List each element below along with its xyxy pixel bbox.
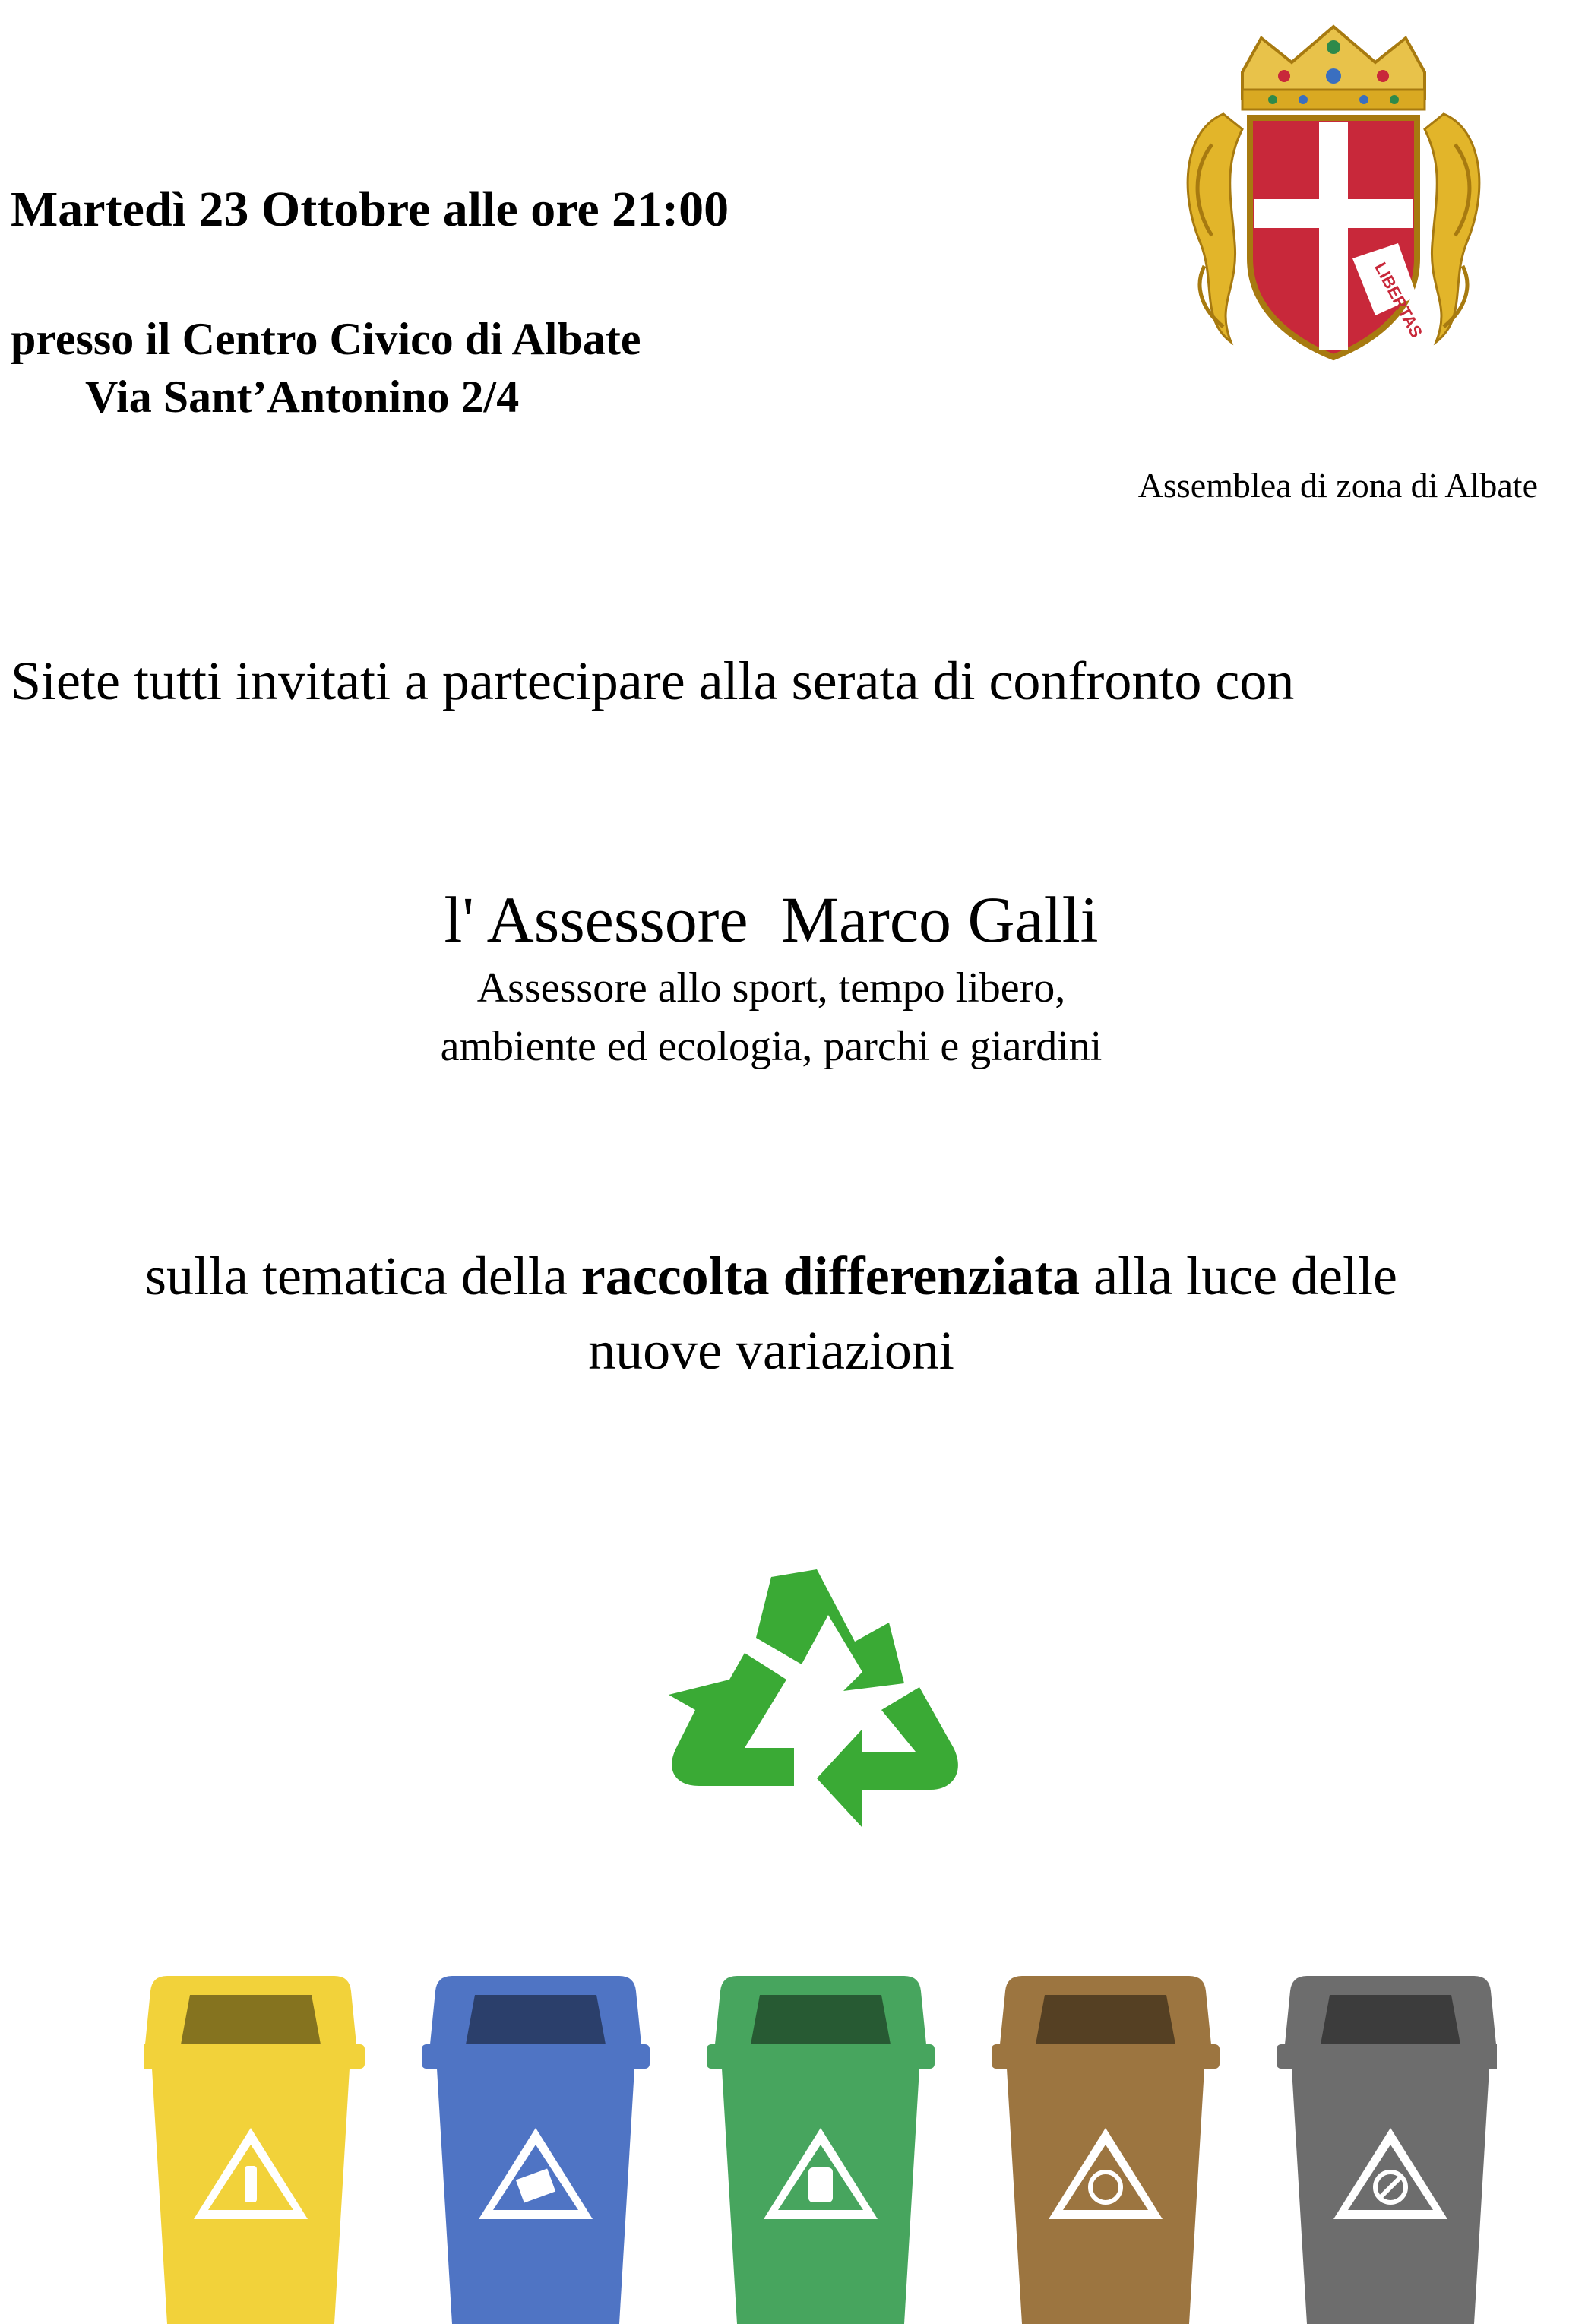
green-bin (707, 1976, 935, 2324)
topic-prefix: sulla tematica della (145, 1246, 581, 1306)
speaker-role-line1: Assessore allo sport, tempo libero, (476, 964, 1066, 1012)
recycling-bins (144, 1968, 1497, 2324)
yellow-bin (144, 1976, 365, 2324)
crest-motto: LIBERTAS (1371, 258, 1427, 341)
bottle-icon (245, 2166, 257, 2202)
speaker-role-line2: ambiente ed ecologia, parchi e giardini (440, 1023, 1103, 1070)
jar-icon (808, 2167, 833, 2202)
topic-highlight: raccolta differenziata (581, 1246, 1080, 1306)
venue-name: presso il Centro Civico di Albate (11, 314, 641, 364)
venue-address: Via Sant’Antonino 2/4 (85, 372, 520, 422)
speaker-name: l' Assessore Marco Galli (444, 883, 1099, 956)
event-date-time: Martedì 23 Ottobre alle ore 21:00 (11, 182, 729, 237)
gray-bin (1277, 1976, 1497, 2324)
topic-line2: nuove variazioni (588, 1320, 954, 1381)
invitation-text: Siete tutti invitati a partecipare alla serata di confronto con (11, 651, 1295, 711)
blue-bin (422, 1976, 650, 2324)
brown-bin (992, 1976, 1220, 2324)
topic-text (0, 1239, 1542, 1388)
organizer-name: Assemblea di zona di Albate (1137, 466, 1538, 505)
albate-crest-icon (1170, 15, 1497, 372)
recycle-icon (653, 1558, 973, 1862)
topic-suffix: alla luce delle (1080, 1246, 1397, 1306)
